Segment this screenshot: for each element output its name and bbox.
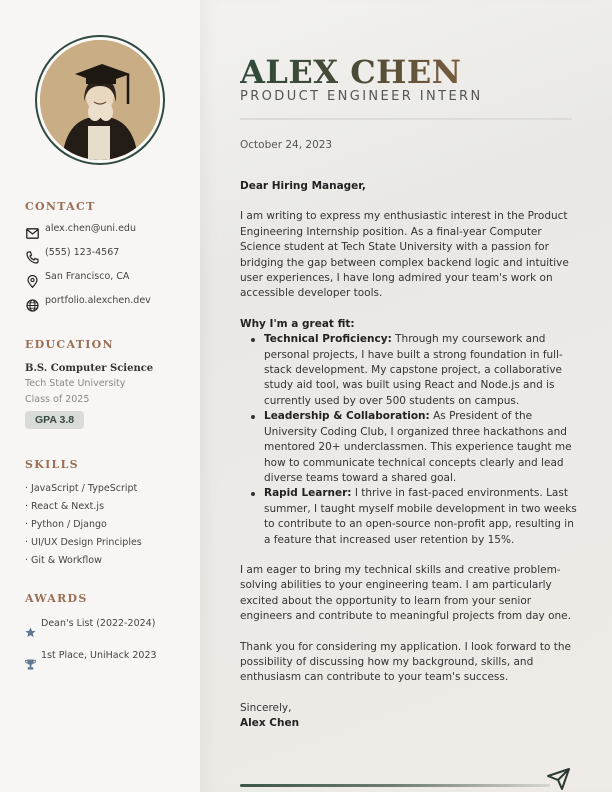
salutation: Dear Hiring Manager, xyxy=(240,180,366,192)
fit-point-text: As President of the University Coding Club, I organized three hackathons and mentored 20+ underclassmen. This experience taught me how to communicate technical concepts clearly and lead diverse teams toward a shared goal. xyxy=(264,410,572,484)
school-name: Tech State University xyxy=(25,378,126,389)
awards-section xyxy=(25,592,195,682)
letter-date: October 24, 2023 xyxy=(240,139,333,151)
skill-item: · React & Next.js xyxy=(25,501,105,512)
fit-list xyxy=(240,332,578,548)
graduation-class: Class of 2025 xyxy=(25,394,90,405)
trophy-icon xyxy=(25,655,37,667)
award-item xyxy=(25,650,195,682)
closing: Sincerely, xyxy=(240,701,292,714)
award-item xyxy=(25,618,195,650)
fit-point-label: Leadership & Collaboration: xyxy=(264,410,430,423)
letter-body xyxy=(240,179,578,732)
portfolio-link: portfolio.alexchen.dev xyxy=(45,295,151,306)
contact-heading: CONTACT xyxy=(25,200,96,213)
contact-section xyxy=(25,200,195,319)
globe-icon xyxy=(25,298,39,312)
star-icon xyxy=(25,623,37,635)
email-text: alex.chen@uni.edu xyxy=(45,223,136,234)
fit-point-label: Rapid Learner: xyxy=(264,487,352,500)
intro-paragraph: I am writing to express my enthusiastic interest in the Product Engineering Internship position. As a final-year Computer Science student at Tech State University with a passion for bridging the gap between complex backend logic and intuitive user experiences, I have long admired your team's work on accessible developer tools. xyxy=(240,210,569,300)
fit-point-text: Through my coursework and personal projects, I have built a strong foundation in full-stack development. My capstone project, a collaborative study aid tool, was built using React and Node.js and is currently used by over 500 students on campus. xyxy=(264,333,563,407)
contact-phone[interactable] xyxy=(25,247,195,271)
fit-title: Why I'm a great fit: xyxy=(240,317,355,330)
header-divider xyxy=(240,118,572,120)
fit-point-label: Technical Proficiency: xyxy=(264,333,392,346)
fit-point xyxy=(264,409,578,486)
eager-paragraph: I am eager to bring my technical skills and creative problem-solving abilities to your engineering team. I am particularly excited about the opportunity to learn from your senior engineers and contribute to meaningful projects from day one. xyxy=(240,563,571,623)
skills-heading: SKILLS xyxy=(25,458,79,471)
skill-item: · Python / Django xyxy=(25,519,107,530)
mail-icon xyxy=(25,226,39,240)
signature-underline xyxy=(240,784,550,787)
avatar xyxy=(40,40,160,160)
skill-item: · JavaScript / TypeScript xyxy=(25,483,138,494)
phone-icon xyxy=(25,250,39,264)
skill-item: · UI/UX Design Principles xyxy=(25,537,142,548)
contact-email[interactable] xyxy=(25,223,195,247)
fit-point-text: I thrive in fast-paced environments. Last summer, I taught myself mobile development in two weeks to contribute to an open-source non-profit app, resulting in a feature that increased user retention by 15%. xyxy=(264,487,577,546)
location-pin-icon xyxy=(25,274,39,288)
location-text: San Francisco, CA xyxy=(45,271,130,282)
letter-main xyxy=(200,0,612,792)
applicant-name: ALEX CHEN xyxy=(240,53,462,91)
gpa-badge: GPA 3.8 xyxy=(25,411,84,429)
skill-item: · Git & Workflow xyxy=(25,555,102,566)
awards-heading: AWARDS xyxy=(25,592,88,605)
education-heading: EDUCATION xyxy=(25,338,114,351)
thanks-paragraph: Thank you for considering my application. I look forward to the possibility of discussing how my background, skills, and enthusiasm can contribute to your team's success. xyxy=(240,640,571,684)
avatar-frame xyxy=(35,35,165,165)
contact-location xyxy=(25,271,195,295)
contact-portfolio[interactable] xyxy=(25,295,195,319)
award-text: 1st Place, UniHack 2023 xyxy=(41,650,157,661)
signature: Alex Chen xyxy=(240,717,300,730)
award-text: Dean's List (2022-2024) xyxy=(41,618,156,629)
education-section xyxy=(25,338,195,429)
skills-section xyxy=(25,458,195,572)
sidebar xyxy=(0,0,200,792)
phone-text: (555) 123-4567 xyxy=(45,247,120,258)
graduate-photo-illustration xyxy=(40,40,160,160)
send-paper-plane-icon[interactable] xyxy=(546,766,572,792)
fit-point xyxy=(264,486,578,548)
degree: B.S. Computer Science xyxy=(25,363,154,374)
fit-point xyxy=(264,332,578,409)
applicant-role: PRODUCT ENGINEER INTERN xyxy=(240,89,483,104)
